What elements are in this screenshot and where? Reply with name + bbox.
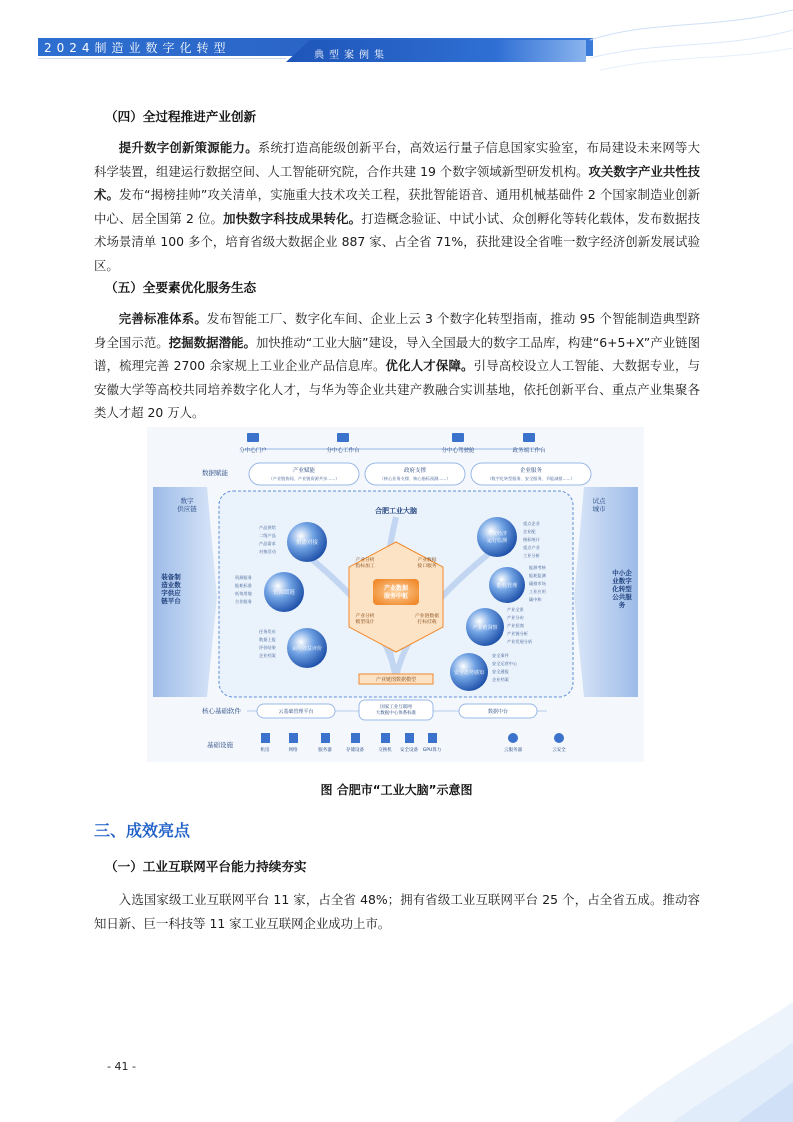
svg-text:交换机: 交换机 (378, 748, 392, 753)
para-run: 完善标准体系。 (118, 311, 207, 326)
header-rule (38, 58, 286, 59)
figure-caption: 图 合肥市“工业大脑”示意图 (320, 783, 473, 797)
svg-text:国家工业互联网大数据中心体系标准: 国家工业互联网大数据中心体系标准 (375, 705, 417, 716)
svg-text:资源缓链: 资源缓链 (272, 590, 296, 596)
svg-text:指标统计: 指标统计 (523, 537, 540, 542)
svg-text:安全事件: 安全事件 (492, 653, 509, 658)
row-label-core: 核心基础软件 (202, 707, 241, 715)
header-subtitle: 典型案例集 (314, 50, 389, 61)
para-run: 加快数字科技成果转化。 (223, 210, 362, 226)
svg-text:亩均效益评价: 亩均效益评价 (291, 646, 323, 652)
page-number: - 41 - (107, 1060, 136, 1073)
svg-text:二级产品: 二级产品 (259, 533, 276, 538)
svg-text:云基础管理平台: 云基础管理平台 (278, 709, 314, 715)
enable-boxes (249, 463, 591, 485)
svg-text:供需对接: 供需对接 (295, 540, 319, 546)
box-sub: （数字化转型服务、安全服务、节能减排......） (487, 476, 575, 481)
svg-text:能耗标准: 能耗标准 (235, 583, 252, 588)
svg-text:任务发布: 任务发布 (259, 629, 276, 634)
para-run: 发布“揭榜挂帅”攻关清单，实施重大技术攻关工程，获批智能语音、通用机械基础件 2 个国家制造业创新中心、居全国第 2 位。 (94, 187, 700, 226)
left-main-label: 装备制造业数字供应链平台 (161, 573, 181, 605)
svg-text:安全态势感知: 安全态势感知 (453, 670, 485, 676)
section-results-subheading: （一）工业互联网平台能力持续夯实 (105, 859, 307, 874)
svg-text:工业应用: 工业应用 (529, 589, 546, 594)
section-5-paragraph (94, 307, 700, 425)
para-run: 引导高校设立人工智能、大数据专业，与安徽大学等高校共同培养数字化人才，与华为等企业共建产教融合实训基地，依托创新平台、重点产业集聚各类人才超 20 万人。 (94, 358, 700, 420)
section-results-heading: 三、成效亮点 (94, 821, 191, 840)
hub-bottom: 产业链图数据模型 (375, 677, 417, 683)
svg-text:工业经济运行监测: 工业经济运行监测 (486, 531, 508, 544)
para-run: 挖掘数据潜能。 (168, 334, 256, 350)
svg-text:低效用地: 低效用地 (235, 591, 252, 596)
svg-text:能耗监测: 能耗监测 (529, 573, 546, 578)
svg-text:碳排市场: 碳排市场 (529, 581, 546, 586)
node-label: 分中心工作台 (326, 448, 360, 454)
svg-text:机房: 机房 (260, 748, 270, 753)
corner-decoration (553, 962, 793, 1122)
box-title: 政府支撑 (403, 468, 427, 474)
section-results-paragraph: 入选国家级工业互联网平台 11 家，占全省 48%；拥有省级工业互联网平台 25 个，占全省五成。推动容知日新、巨一科技等 11 家工业互联网企业成功上市。 (94, 892, 700, 931)
box-title: 企业服务 (519, 468, 543, 474)
row-label-data: 数据赋能 (202, 469, 228, 477)
section-5-heading: （五）全要素优化服务生态 (105, 280, 257, 295)
svg-text:云安全: 云安全 (552, 748, 566, 753)
svg-text:安全通报: 安全通报 (492, 669, 509, 674)
svg-text:对接活动: 对接活动 (259, 549, 276, 554)
svg-text:企业档案: 企业档案 (259, 653, 276, 658)
box-sub: （核心业务支撑、核心指标预测......） (379, 476, 451, 481)
svg-text:产业数据服务中枢: 产业数据服务中枢 (383, 585, 409, 600)
svg-text:数据上报: 数据上报 (259, 637, 276, 642)
center-title: 合肥工业大脑 (375, 507, 417, 515)
svg-text:产业数据接口服务: 产业数据接口服务 (417, 558, 437, 569)
svg-text:产业分布: 产业分布 (507, 615, 524, 620)
right-main-label: 中小企业数字化转型公共服务 (612, 569, 632, 609)
svg-text:安全设备: 安全设备 (400, 748, 418, 753)
svg-text:服务器: 服务器 (318, 748, 332, 753)
svg-text:产业链洞察: 产业链洞察 (472, 625, 498, 631)
para-run: 发布智能工厂、数字化车间、企业上云 3 个数字化转型指南，推动 95 个智能制造典型跻身全国示范。 (94, 311, 701, 350)
svg-text:合作服务: 合作服务 (235, 599, 252, 604)
header-decoration (590, 0, 793, 80)
para-run: 加快推动“工业大脑”建设，导入全国最大的数字工品库，构建“6+5+X”产业链图谱，梳理完善 2700 余家规上工业企业产品信息库。 (94, 334, 700, 373)
svg-text:产业全景: 产业全景 (507, 607, 524, 612)
svg-text:数据中台: 数据中台 (487, 709, 509, 715)
para-run: 优化人才保障。 (385, 358, 474, 373)
svg-text:产业分析指标加工: 产业分析指标加工 (355, 558, 375, 569)
box-title: 产业赋能 (292, 468, 316, 474)
node-label: 政务端工作台 (512, 448, 546, 454)
svg-text:产业链数据打标挂载: 产业链数据打标挂载 (415, 614, 439, 625)
node-label: 分中心驾驶舱 (441, 448, 475, 454)
box-sub: （产业链协同、产业链资源共享......） (268, 476, 340, 481)
para-run: 攻关数字产业共性技术。 (94, 163, 701, 202)
svg-text:工业分析: 工业分析 (523, 553, 540, 558)
svg-text:产业发展分析: 产业发展分析 (507, 639, 533, 644)
svg-text:产业分析模型设计: 产业分析模型设计 (355, 614, 375, 625)
section-4-heading: （四）全过程推进产业创新 (105, 109, 257, 124)
para-run: 系统打造高能级创新平台，高效运行量子信息国家实验室，布局建设未来网等大科学装置，组建运行数据空间、人工智能研究院，合作共建 19 个数字领域新型研发机构。 (94, 140, 701, 179)
node-label: 分中心门户 (239, 448, 267, 454)
para-run: 提升数字创新策源能力。 (118, 140, 258, 155)
svg-text:资源服务: 资源服务 (235, 575, 252, 580)
page-header (0, 0, 793, 80)
svg-text:存储设备: 存储设备 (346, 748, 364, 753)
industrial-brain-diagram (147, 427, 644, 762)
svg-text:云服务器: 云服务器 (504, 748, 522, 753)
svg-text:产业链分析: 产业链分析 (507, 631, 528, 636)
left-top-label: 数字供应链 (177, 497, 197, 513)
svg-text:GPU算力: GPU算力 (422, 748, 442, 753)
svg-text:产品需求: 产品需求 (259, 541, 276, 546)
svg-text:网络: 网络 (288, 748, 298, 753)
svg-text:评价结果: 评价结果 (259, 645, 276, 650)
row-label-infra: 基础设施 (207, 741, 233, 749)
svg-text:重点产业: 重点产业 (523, 545, 540, 550)
svg-text:能源考核: 能源考核 (529, 565, 546, 570)
header-title: 2024制造业数字化转型 (44, 41, 231, 55)
para-run: 打造概念验证、中试小试、众创孵化等转化载体，发布数据技术场景清单 100 多个，培育省级大数据企业 887 家、占全省 71%，获批建设全省唯一数字经济创新发展试验区。 (94, 210, 701, 273)
right-top-label: 试点城市 (592, 497, 606, 513)
svg-text:企业档案: 企业档案 (492, 677, 509, 682)
svg-text:安全运营中心: 安全运营中心 (492, 661, 518, 666)
svg-text:能耗管理: 能耗管理 (496, 583, 518, 589)
svg-text:产品供给: 产品供给 (259, 525, 276, 530)
svg-text:重点企业: 重点企业 (523, 521, 540, 526)
svg-text:企业配: 企业配 (523, 529, 536, 534)
svg-text:碳中和: 碳中和 (529, 597, 542, 602)
svg-text:产业招商: 产业招商 (507, 623, 524, 628)
section-4-paragraph (94, 136, 700, 277)
